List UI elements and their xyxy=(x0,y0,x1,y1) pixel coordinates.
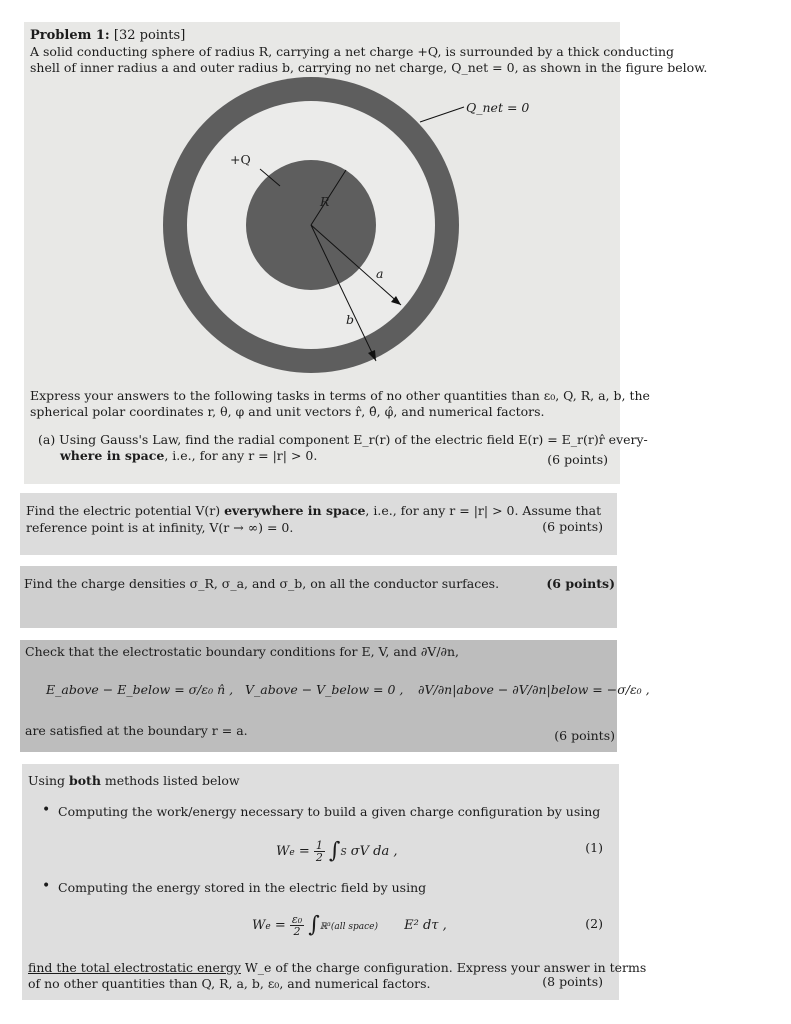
a-label: a xyxy=(376,266,384,281)
intro-line-1: A solid conducting sphere of radius R, carrying a net charge +Q, is surrounded by a thick conducting xyxy=(30,44,674,59)
instructions-line-1: Express your answers to the following tasks in terms of no other quantities than ε₀, Q, R, a, b, the xyxy=(30,388,650,403)
part-e-panel xyxy=(22,764,647,1000)
sphere-shell-figure xyxy=(24,22,620,402)
bullet-dot-1: • xyxy=(42,802,51,818)
b-label: b xyxy=(346,312,355,327)
boundary-eq-1: E_above − E_below = σ/ε₀ n̂ , xyxy=(46,682,234,697)
part-d-points: (6 points) xyxy=(554,728,615,743)
instructions-line-2: spherical polar coordinates r, θ, φ and unit vectors r̂, θ̂, φ̂, and numerical factors. xyxy=(30,404,545,419)
intro-line-2: shell of inner radius a and outer radius b, carrying no net charge, Q_net = 0, as shown in the figure below. xyxy=(30,60,708,75)
bullet-2-text: Computing the energy stored in the electric field by using xyxy=(58,880,427,895)
bullet-1-text: Computing the work/energy necessary to build a given charge configuration by using xyxy=(58,804,601,819)
part-b-panel xyxy=(20,493,617,555)
part-e-line-1: Using both methods listed below xyxy=(28,773,240,788)
eq-1-number: (1) xyxy=(585,840,603,855)
qnet-pointer xyxy=(420,107,464,122)
part-a-line-1: (a) Using Gauss's Law, find the radial component E_r(r) of the electric field E(r) = E_r(r)r̂ every- xyxy=(38,432,648,447)
eq-2-number: (2) xyxy=(585,916,603,931)
problem-heading: Problem 1: [32 points] xyxy=(30,28,186,43)
part-c-panel xyxy=(20,566,617,628)
field-energy-equation: We = $\frac{\text{ε₀}}{2}$ ∫ℝ³(all space) E² dτ , xyxy=(252,912,447,938)
problem-intro-panel xyxy=(24,22,708,484)
r-label: R xyxy=(320,194,330,209)
part-e-points: (8 points) xyxy=(542,974,603,989)
part-d-line-1: Check that the electrostatic boundary conditions for E, V, and ∂V/∂n, xyxy=(25,644,460,659)
qnet-label: Q_net = 0 xyxy=(466,100,530,115)
part-d-panel xyxy=(20,640,650,752)
boundary-eq-3: ∂V/∂n|above − ∂V/∂n|below = −σ/ε₀ , xyxy=(418,682,650,697)
part-b-line-1: Find the electric potential V(r) everywhere in space, i.e., for any r = |r| > 0. Assume that xyxy=(26,503,602,518)
part-a-points: (6 points) xyxy=(547,452,608,467)
boundary-eq-2: V_above − V_below = 0 , xyxy=(245,682,404,697)
part-c-text: Find the charge densities σ_R, σ_a, and σ_b, on all the conductor surfaces. xyxy=(24,576,500,591)
part-c-points: (6 points) xyxy=(546,576,615,591)
part-b-points: (6 points) xyxy=(542,519,603,534)
plus-q-label: +Q xyxy=(230,152,251,167)
part-a-line-2: where in space, i.e., for any r = |r| > 0. xyxy=(60,448,318,463)
part-e-final-line-2: of no other quantities than Q, R, a, b, ε₀, and numerical factors. xyxy=(28,976,431,991)
bullet-dot-2: • xyxy=(42,878,51,894)
work-equation: We = $\frac{1}{2}$ ∫S σV da , xyxy=(276,838,398,864)
part-d-line-2: are satisfied at the boundary r = a. xyxy=(25,723,248,738)
part-b-line-2: reference point is at infinity, V(r → ∞) = 0. xyxy=(26,520,294,535)
part-e-final-line-1: find the total electrostatic energy W_e of the charge configuration. Express your answer in terms xyxy=(28,960,647,975)
